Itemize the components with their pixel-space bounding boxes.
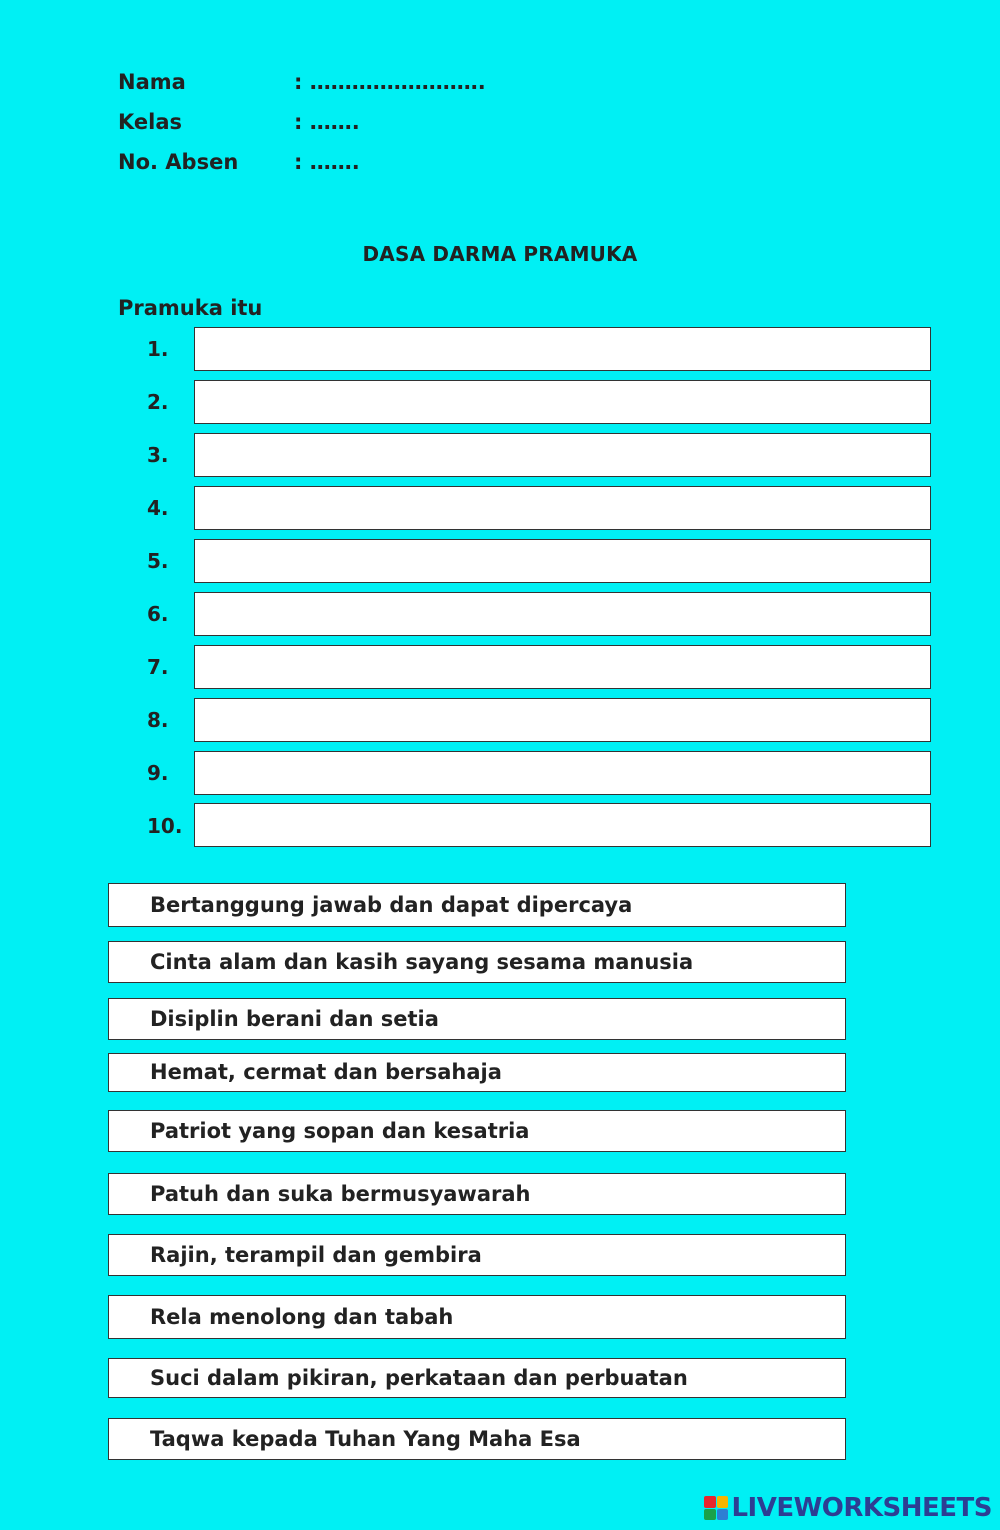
option-tile[interactable]: Rajin, terampil dan gembira <box>108 1234 846 1276</box>
answer-drop-slot-8[interactable] <box>194 698 931 742</box>
option-tile[interactable]: Patriot yang sopan dan kesatria <box>108 1110 846 1152</box>
class-label: Kelas <box>118 110 183 134</box>
item-number: 8. <box>147 708 169 732</box>
intro-text: Pramuka itu <box>118 296 263 320</box>
answer-drop-slot-7[interactable] <box>194 645 931 689</box>
option-tile[interactable]: Rela menolong dan tabah <box>108 1295 846 1339</box>
logo-square-yellow <box>717 1496 729 1508</box>
option-tile[interactable]: Suci dalam pikiran, perkataan dan perbuatan <box>108 1358 846 1398</box>
item-number: 2. <box>147 390 169 414</box>
item-number: 10. <box>147 814 183 838</box>
liveworksheets-logo <box>704 1490 992 1526</box>
class-value: : ……. <box>294 110 360 134</box>
item-number: 7. <box>147 655 169 679</box>
liveworksheets-logo-icon <box>704 1496 728 1520</box>
answer-drop-slot-3[interactable] <box>194 433 931 477</box>
answer-drop-slot-6[interactable] <box>194 592 931 636</box>
answer-drop-slot-9[interactable] <box>194 751 931 795</box>
item-number: 9. <box>147 761 169 785</box>
name-label: Nama <box>118 70 186 94</box>
logo-square-green <box>704 1509 716 1521</box>
option-tile[interactable]: Taqwa kepada Tuhan Yang Maha Esa <box>108 1418 846 1460</box>
liveworksheets-logo-text: LIVEWORKSHEETS <box>731 1493 992 1523</box>
option-tile[interactable]: Hemat, cermat dan bersahaja <box>108 1053 846 1092</box>
absent-number-value: : ……. <box>294 150 360 174</box>
name-value: : ……………………. <box>294 70 486 94</box>
item-number: 4. <box>147 496 169 520</box>
item-number: 3. <box>147 443 169 467</box>
item-number: 5. <box>147 549 169 573</box>
logo-square-blue <box>717 1509 729 1521</box>
answer-drop-slot-4[interactable] <box>194 486 931 530</box>
option-tile[interactable]: Bertanggung jawab dan dapat dipercaya <box>108 883 846 927</box>
answer-drop-slot-5[interactable] <box>194 539 931 583</box>
answer-drop-slot-1[interactable] <box>194 327 931 371</box>
item-number: 6. <box>147 602 169 626</box>
option-tile[interactable]: Cinta alam dan kasih sayang sesama manusia <box>108 941 846 983</box>
answer-drop-slot-10[interactable] <box>194 803 931 847</box>
option-tile[interactable]: Patuh dan suka bermusyawarah <box>108 1173 846 1215</box>
page-title: DASA DARMA PRAMUKA <box>362 242 638 266</box>
item-number: 1. <box>147 337 169 361</box>
answer-drop-slot-2[interactable] <box>194 380 931 424</box>
option-tile[interactable]: Disiplin berani dan setia <box>108 998 846 1040</box>
absent-number-label: No. Absen <box>118 150 239 174</box>
logo-square-red <box>704 1496 716 1508</box>
